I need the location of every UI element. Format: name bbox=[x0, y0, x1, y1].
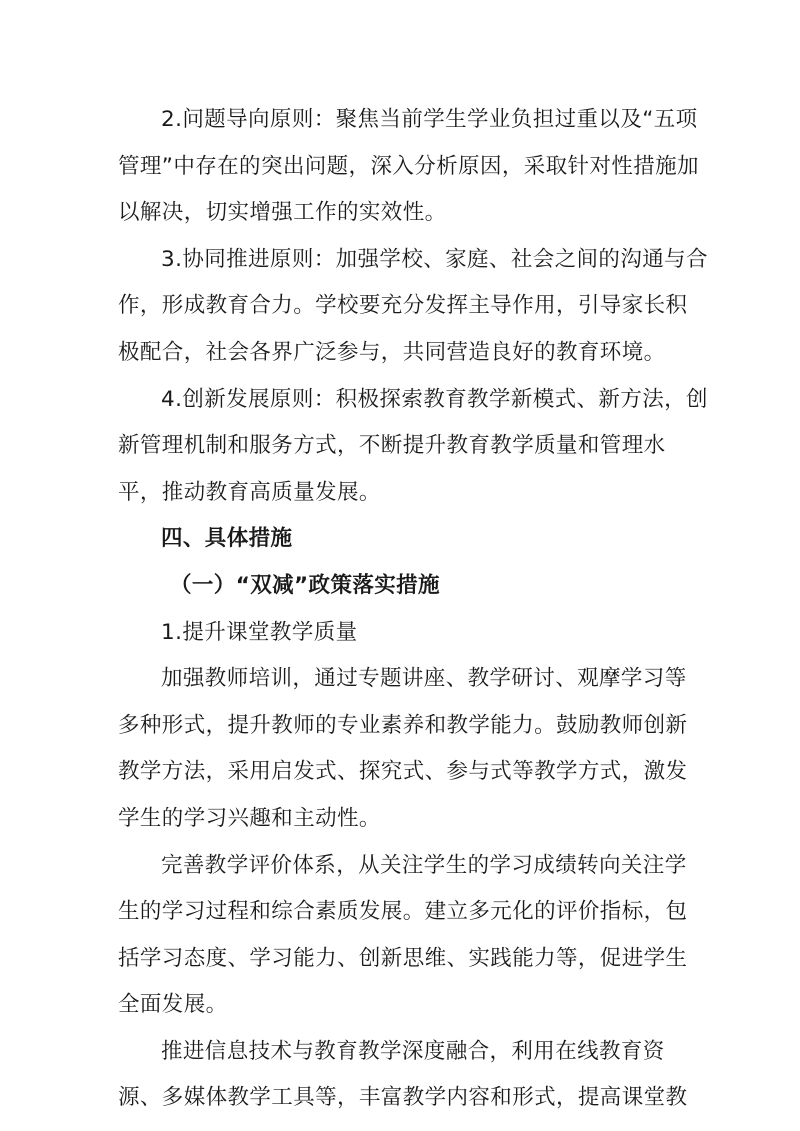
text-line: 教学方法，采用启发式、探究式、参与式等教学方式，激发 bbox=[118, 759, 688, 785]
text-line: 多种形式，提升教师的专业素养和教学能力。鼓励教师创新 bbox=[118, 712, 688, 738]
text-line: 完善教学评价体系，从关注学生的学习成绩转向关注学 bbox=[161, 852, 687, 878]
paragraph-evaluation-system bbox=[118, 843, 686, 1029]
text-line: 学生的学习兴趣和主动性。 bbox=[118, 805, 381, 831]
text-line: 作，形成教育合力。学校要充分发挥主导作用，引导家长积 bbox=[118, 293, 688, 319]
subsection-heading bbox=[118, 563, 686, 610]
text-line: 2.问题导向原则：聚焦当前学生学业负担过重以及“五项 bbox=[161, 107, 698, 132]
text-line: 管理”中存在的突出问题，深入分析原因，采取针对性措施加 bbox=[118, 153, 699, 179]
paragraph-problem-oriented-principle bbox=[118, 97, 699, 237]
text-line: 以解决，切实增强工作的实效性。 bbox=[118, 200, 447, 226]
text-line: 源、多媒体教学工具等，丰富教学内容和形式，提高课堂教 bbox=[118, 1085, 688, 1111]
paragraph-innovation-principle bbox=[118, 377, 708, 517]
text-line: 加强教师培训，通过专题讲座、教学研讨、观摩学习等 bbox=[161, 666, 687, 692]
text-line: 生的学习过程和综合素质发展。建立多元化的评价指标，包 bbox=[118, 899, 688, 925]
paragraph-collaborative-principle bbox=[118, 237, 708, 377]
text-line: 括学习态度、学习能力、创新思维、实践能力等，促进学生 bbox=[118, 945, 688, 971]
text-line: 极配合，社会各界广泛参与，共同营造良好的教育环境。 bbox=[118, 339, 666, 365]
text-line: 3.协同推进原则：加强学校、家庭、社会之间的沟通与合 bbox=[161, 246, 708, 272]
text-line: 推进信息技术与教育教学深度融合，利用在线教育资 bbox=[161, 1038, 665, 1064]
section-heading bbox=[118, 516, 686, 563]
text-line: 4.创新发展原则：积极探索教育教学新模式、新方法，创 bbox=[161, 386, 708, 412]
section-heading-text: 四、具体措施 bbox=[161, 526, 293, 552]
text-line: 1.提升课堂教学质量 bbox=[161, 619, 358, 645]
subsection-heading-text: （一）“双减”政策落实措施 bbox=[170, 572, 440, 598]
paragraph-teacher-training bbox=[118, 656, 686, 842]
text-line: 平，推动教育高质量发展。 bbox=[118, 479, 381, 505]
paragraph-information-technology bbox=[118, 1029, 686, 1122]
text-line: 新管理机制和服务方式，不断提升教育教学质量和管理水 bbox=[118, 433, 666, 459]
item-title bbox=[118, 610, 686, 657]
text-line: 全面发展。 bbox=[118, 992, 228, 1018]
